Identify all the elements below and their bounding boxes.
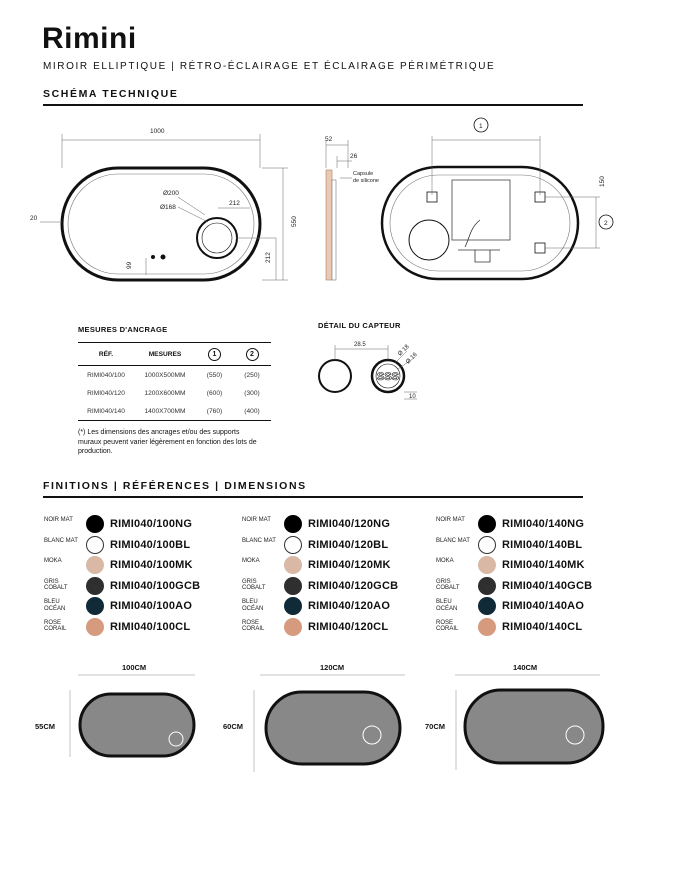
table-row: RIMI040/120 1200X600MM (600) (300) bbox=[87, 389, 260, 397]
finish-reference: RIMI040/140MK bbox=[502, 559, 585, 571]
finish-swatch bbox=[284, 597, 302, 615]
finish-label: NOIR MAT bbox=[242, 517, 271, 523]
sensor-title: DÉTAIL DU CAPTEUR bbox=[318, 321, 401, 330]
back-sensor-circle bbox=[409, 220, 449, 260]
dim-sensor-d2: Ø168 bbox=[160, 204, 176, 211]
size-width-140: 140CM bbox=[513, 663, 538, 672]
finish-reference: RIMI040/120BL bbox=[308, 538, 389, 551]
back-mirror-panel bbox=[452, 180, 510, 240]
schema-heading-rule bbox=[43, 104, 583, 106]
dim-width: 1000 bbox=[150, 128, 165, 135]
sensor-circle-inner bbox=[202, 223, 232, 253]
mirror-140cm bbox=[465, 690, 603, 763]
marker-2-label: 2 bbox=[604, 220, 608, 227]
dim-sensor-y: 212 bbox=[265, 252, 272, 263]
table-row: RIMI040/140 1400X700MM (760) (400) bbox=[78, 402, 271, 421]
dim-depth-inner: 26 bbox=[350, 153, 358, 160]
sensor-dim-d16: Ø 16 bbox=[405, 351, 419, 366]
finish-swatch bbox=[86, 597, 104, 615]
finish-reference: RIMI040/120CL bbox=[308, 620, 389, 633]
finish-swatch bbox=[284, 556, 302, 574]
dim-bottom-offset: 99 bbox=[126, 261, 133, 269]
finish-swatch bbox=[478, 597, 496, 615]
finish-label: ROSE CORAIL bbox=[242, 619, 265, 632]
finish-reference: RIMI040/100BL bbox=[110, 538, 191, 551]
front-mirror-inner bbox=[68, 174, 254, 274]
col-mesures: MESURES bbox=[134, 343, 196, 366]
dim-height: 550 bbox=[291, 216, 298, 227]
finish-swatch bbox=[86, 536, 104, 554]
finish-swatch bbox=[86, 515, 104, 533]
size-width-100: 100CM bbox=[122, 663, 147, 672]
finish-reference: RIMI040/140BL bbox=[502, 538, 583, 551]
dim-sensor-x: 212 bbox=[229, 200, 240, 207]
finish-label: BLEU OCÉAN bbox=[242, 599, 264, 612]
finish-label: ROSE CORAIL bbox=[436, 619, 459, 632]
finish-swatch bbox=[284, 577, 302, 595]
finish-label: GRIS COBALT bbox=[242, 578, 266, 591]
finish-reference: RIMI040/120AO bbox=[308, 600, 391, 612]
finish-swatch bbox=[478, 618, 496, 636]
mirror-120cm bbox=[266, 692, 400, 764]
anchors-title: MESURES D'ANCRAGE bbox=[78, 325, 168, 334]
finish-swatch bbox=[86, 618, 104, 636]
finish-reference: RIMI040/100MK bbox=[110, 559, 193, 571]
anchors-note: (*) Les dimensions des ancrages et/ou des supports muraux peuvent varier légèrement en fonction des lots de production. bbox=[78, 429, 257, 455]
finish-label: BLANC MAT bbox=[242, 537, 276, 544]
dim-sensor-d1: Ø200 bbox=[163, 190, 179, 197]
col-2: 2 bbox=[246, 348, 259, 361]
schema-heading: SCHÉMA TECHNIQUE bbox=[43, 88, 179, 100]
finish-swatch bbox=[478, 556, 496, 574]
size-height-140: 70CM bbox=[425, 722, 446, 731]
sensor-dim-10: 10 bbox=[409, 394, 416, 400]
size-width-120: 120CM bbox=[320, 663, 345, 672]
finish-label: BLANC MAT bbox=[436, 537, 470, 544]
product-title: Rimini bbox=[42, 22, 137, 55]
size-drawings bbox=[0, 655, 700, 775]
finish-label: ROSE CORAIL bbox=[44, 619, 67, 632]
finish-label: NOIR MAT bbox=[44, 517, 73, 523]
finish-reference: RIMI040/100CL bbox=[110, 620, 191, 633]
finish-reference: RIMI040/100AO bbox=[110, 600, 193, 612]
col-1: 1 bbox=[208, 348, 221, 361]
finish-reference: RIMI040/100GCB bbox=[110, 579, 201, 592]
marker-1-label: 1 bbox=[479, 123, 483, 130]
size-height-120: 60CM bbox=[223, 722, 244, 731]
sensor-dim-d18: Ø 18 bbox=[397, 343, 411, 358]
svg-text:SSS: SSS bbox=[377, 371, 400, 383]
capsule-label-1: Capsule bbox=[353, 171, 374, 177]
finitions-heading: FINITIONS | RÉFÉRENCES | DIMENSIONS bbox=[43, 480, 307, 492]
product-subtitle: MIROIR ELLIPTIQUE | RÉTRO-ÉCLAIRAGE ET ÉCLAIRAGE PÉRIMÉTRIQUE bbox=[43, 61, 496, 72]
anchors-table bbox=[78, 342, 271, 421]
finish-swatch bbox=[284, 515, 302, 533]
finish-label: BLANC MAT bbox=[44, 537, 78, 544]
finish-swatch bbox=[478, 577, 496, 595]
finish-swatch bbox=[478, 515, 496, 533]
dim-back-bracket: 150 bbox=[599, 176, 606, 187]
finish-label: MOKA bbox=[436, 558, 454, 564]
finish-label: NOIR MAT bbox=[436, 517, 465, 523]
finish-reference: RIMI040/140AO bbox=[502, 600, 585, 612]
finish-reference: RIMI040/140GCB bbox=[502, 579, 593, 592]
sensor-detail-drawing bbox=[312, 336, 432, 406]
finish-reference: RIMI040/140NG bbox=[502, 518, 585, 530]
finish-reference: RIMI040/120NG bbox=[308, 518, 391, 530]
finish-label: BLEU OCÉAN bbox=[436, 599, 458, 612]
mirror-100cm bbox=[80, 694, 194, 756]
finish-label: BLEU OCÉAN bbox=[44, 599, 66, 612]
table-row: RIMI040/100 1000X500MM (550) (250) bbox=[87, 371, 260, 379]
finish-reference: RIMI040/100NG bbox=[110, 518, 193, 530]
side-view-glass bbox=[326, 170, 332, 280]
col-ref: RÉF. bbox=[78, 343, 134, 366]
sensor-dim-w: 28.5 bbox=[354, 342, 366, 348]
capsule-label-2: de silicone bbox=[353, 178, 379, 184]
finish-reference: RIMI040/120MK bbox=[308, 559, 391, 571]
finish-label: GRIS COBALT bbox=[436, 578, 460, 591]
finish-label: MOKA bbox=[44, 558, 62, 564]
size-height-100: 55CM bbox=[35, 722, 56, 731]
finish-label: GRIS COBALT bbox=[44, 578, 68, 591]
finish-swatch bbox=[86, 577, 104, 595]
finish-swatch bbox=[284, 536, 302, 554]
finish-swatch bbox=[478, 536, 496, 554]
finish-label: MOKA bbox=[242, 558, 260, 564]
finitions-heading-rule bbox=[43, 496, 583, 498]
finish-swatch bbox=[86, 556, 104, 574]
finish-reference: RIMI040/140CL bbox=[502, 620, 583, 633]
finish-swatch bbox=[284, 618, 302, 636]
sensor-circle-outer bbox=[197, 218, 237, 258]
finish-reference: RIMI040/120GCB bbox=[308, 579, 399, 592]
technical-drawing bbox=[0, 110, 700, 315]
dim-side-offset: 20 bbox=[30, 215, 38, 222]
dim-depth-total: 52 bbox=[325, 136, 333, 143]
